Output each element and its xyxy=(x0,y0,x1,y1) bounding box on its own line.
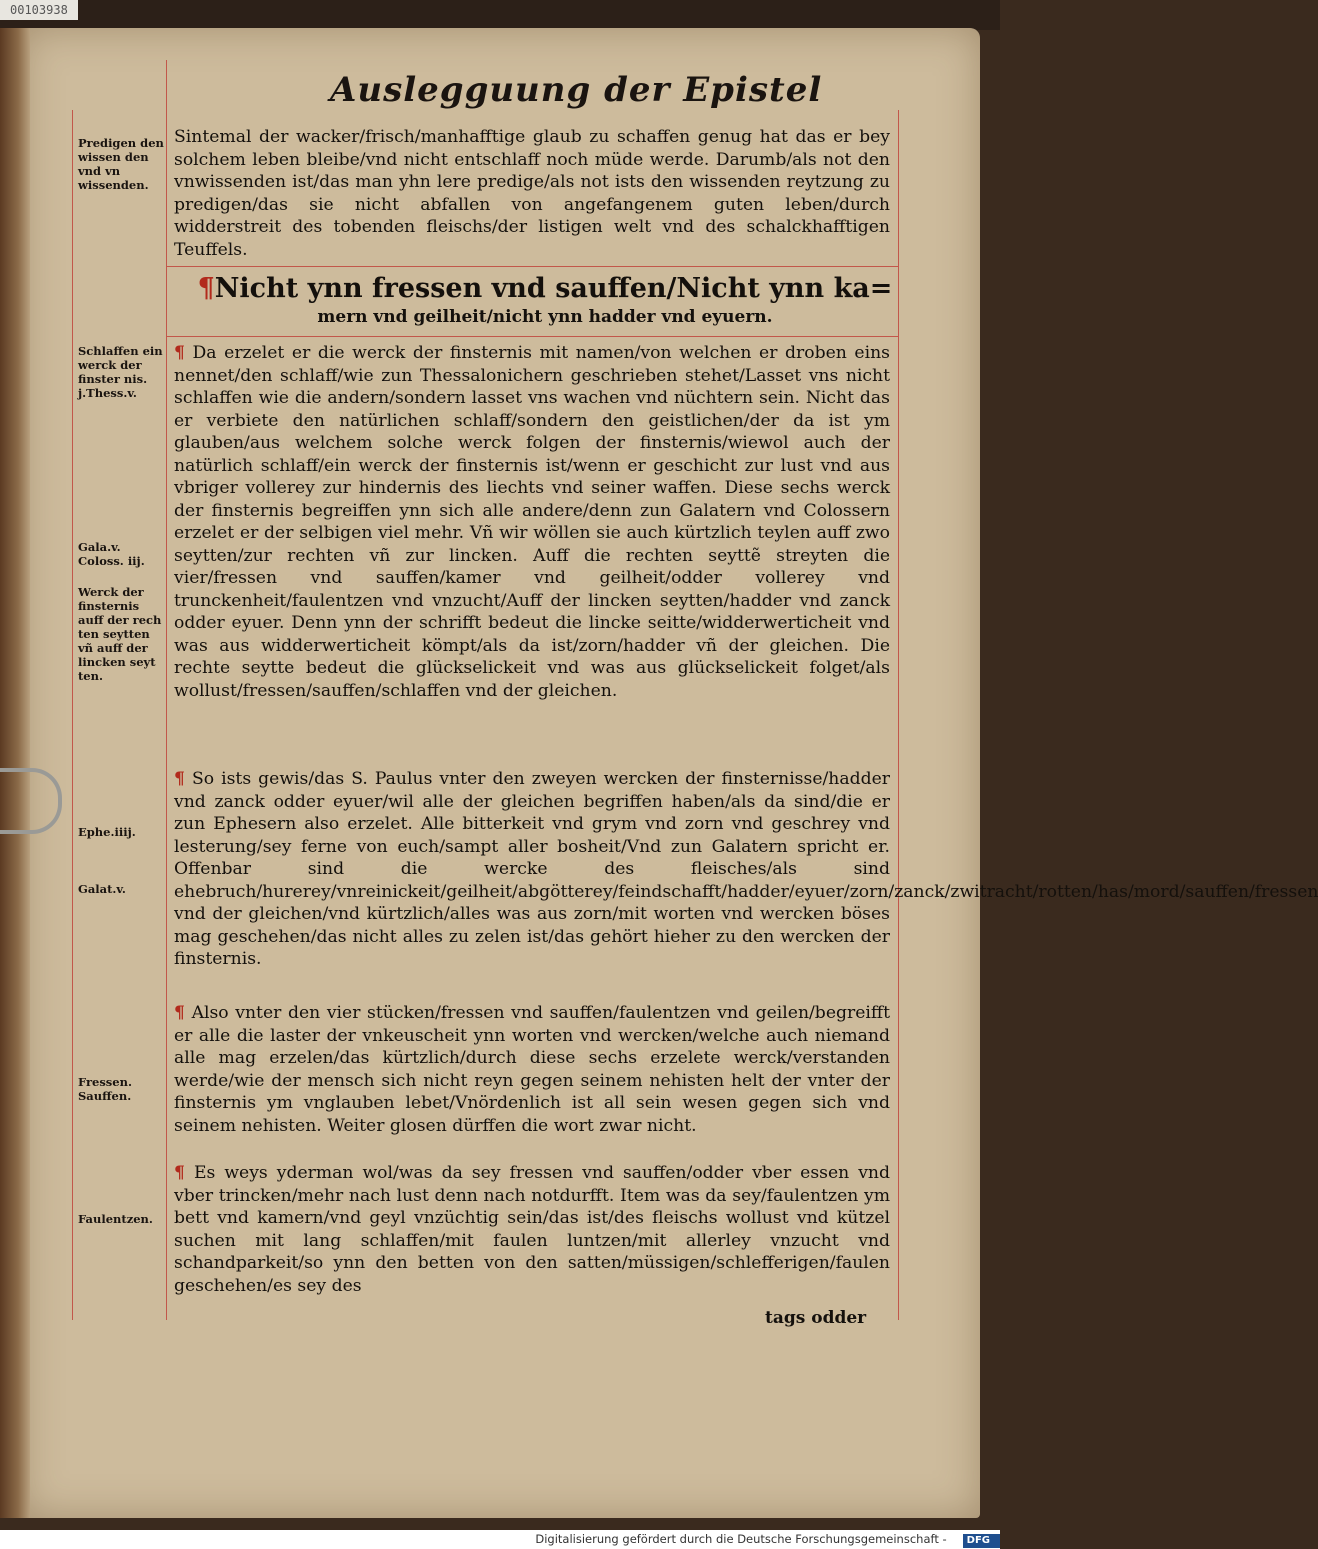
pilcrow-icon: ¶ xyxy=(174,1003,185,1023)
paragraph-text: Also vnter den vier stücken/fressen vnd sauffen/faulentzen vnd geilen/begreifft er alle die laster der vnkeuscheit ynn worten vnd wercken/welche auch niemand alle mag erzelen/das kürtzlich/durch diese sechs erzelete werck/verstanden werde/wie der mensch sich nicht reyn gegen seinem nehisten helt der vnter der finsternis ym vnglauben lebet/Vnördenlich ist all sein wesen gegen sich vnd seinem nehisten. Weiter glosen dürffen die wort zwar nicht. xyxy=(174,1003,890,1136)
heading-rule-bottom xyxy=(166,336,898,337)
page-title: Auslegguung der Epistel xyxy=(330,70,823,110)
gloss-rule-left xyxy=(72,110,73,1320)
intro-paragraph: Sintemal der wacker/frisch/manhafftige glaub zu schaffen genug hat das er bey solchem leben bleibe/vnd nicht entschlaff noch müde werde. Darumb/als not den vnwissenden ist/das man yhn lere predige/als not ists den wissenden reytzung zu predigen/das sie nicht abfallen von angefangenem guten leben/durch widderstreit des tobenden fleischs/der listigen welt vnd des schalckhafftigen Teuffels. xyxy=(174,127,890,260)
paragraph-text: So ists gewis/das S. Paulus vnter den zweyen wercken der finsternisse/hadder vnd zanck odder eyuer/wil alle der gleichen begriffen haben/als da sind/die er zun Ephesern also erzelet. Alle bitterkeit vnd grym vnd zorn vnd geschrey vnd lesterung/sey ferne von euch/sampt aller bosheit/Vnd zun Galatern spricht er. Offenbar sind die wercke des fleisches/als sind ehebruch/hurerey/vnreinickeit/geilheit/abgötterey/feindschafft/hadder/eyuer/zorn/zanck/zwitracht/rotten/has/mord/sauffen/fressen vnd der gleichen/vnd kürtzlich/alles was aus zorn/mit worten vnd wercken böses mag geschehen/das nicht alles zu zelen ist/das gehört hieher zu den wercken der finsternis. xyxy=(174,769,1318,969)
gloss-note: Fressen. Sauffen. xyxy=(78,1075,132,1103)
gloss-note: Galat.v. xyxy=(78,882,126,896)
margin-rule-left xyxy=(166,60,167,1320)
gloss-note: Faulentzen. xyxy=(78,1212,153,1226)
footer-text: Digitalisierung gefördert durch die Deutsche Forschungsgemeinschaft - xyxy=(535,1532,947,1546)
gloss-note: Gala.v. Coloss. iij. xyxy=(78,540,145,568)
gloss-note: Ephe.iiij. xyxy=(78,825,136,839)
section-heading-line2: mern vnd geilheit/nicht ynn hadder vnd eyuern. xyxy=(317,307,773,327)
pilcrow-icon: ¶ xyxy=(174,1163,185,1183)
gloss-note: Schlaffen ein werck der finster nis. j.Thess.v. xyxy=(78,344,163,400)
page-clip xyxy=(0,768,62,834)
paragraph-text: Da erzelet er die werck der finsternis mit namen/von welchen er droben eins nennet/den schlaff/wie zun Thessalonichern geschrieben stehet/Lasset vns nicht schlaffen wie die andern/sondern lasset vns wachen vnd nüchtern sein. Nicht das er verbiete den natürlichen schlaff/sondern den geistlichen/der da ist ym glauben/aus welchem solche werck folgen der finsternis/wiewol auch der natürlich schlaff/ein werck der finsternis ist/wenn er geschicht zur lust vnd aus vbriger vollerey zur hindernis des liechts vnd seiner waffen. Diese sechs werck der finsternis begreiffen ynn sich alle andere/denn zun Galatern vnd Colossern erzelet er der selbigen viel mehr. Vñ wir wöllen sie auch kürtzlich teylen auff zwo seytten/zur rechten vñ zur lincken. Auff die rechten seyttẽ streyten die vier/fressen vnd sauffen/kamer vnd geilheit/odder vollerey vnd trunckenheit/faulentzen vnd vnzucht/Auff der lincken seytten/hadder vnd zanck odder eyuer. Denn ynn der schrifft bedeut die lincke seitte/widderwerticheit vnd was aus widderwerticheit kömpt/als da ist/zorn/hadder vñ der gleichen. Die rechte seytte bedeut die glückselickeit vnd was aus glückselickeit folget/als wollust/fressen/sauffen/schlaffen vnd der gleichen. xyxy=(174,343,890,701)
paragraph-text: Es weys yderman wol/was da sey fressen vnd sauffen/odder vber essen vnd vber trincken/mehr nach lust denn nach notdurfft. Item was da sey/faulentzen ym bett vnd kamern/vnd geyl vnzüchtig sein/das ist/des fleischs wollust vnd kützel suchen mit lang schlaffen/mit faulen luntzen/mit allerley vnzucht vnd schandparkeit/so ynn den betten von den satten/müssigen/schlefferigen/faulen geschehen/es sey des xyxy=(174,1163,891,1296)
body-paragraph xyxy=(174,1002,890,1137)
footer-bar xyxy=(0,1530,1000,1549)
margin-rule-right xyxy=(898,110,899,1320)
catalog-id: 00103938 xyxy=(0,0,78,20)
section-heading-line1: Nicht ynn fressen vnd sauffen/Nicht ynn ka= xyxy=(214,273,893,304)
catchword: tags odder xyxy=(765,1308,867,1328)
gloss-note: Predigen den wissen den vnd vn wissenden. xyxy=(78,136,164,192)
scan-top-edge xyxy=(0,0,1000,30)
gloss-note: Werck der finsternis auff der rech ten seytten vñ auff der lincken seyt ten. xyxy=(78,585,162,683)
dfg-logo: DFG xyxy=(963,1534,1000,1548)
section-heading xyxy=(195,272,895,328)
pilcrow-icon: ¶ xyxy=(174,343,185,363)
heading-rule-top xyxy=(166,266,898,267)
body-paragraph xyxy=(174,768,1318,971)
pilcrow-icon: ¶ xyxy=(197,273,215,304)
body-paragraph xyxy=(174,1162,890,1297)
pilcrow-icon: ¶ xyxy=(174,769,185,789)
body-paragraph xyxy=(174,342,890,702)
